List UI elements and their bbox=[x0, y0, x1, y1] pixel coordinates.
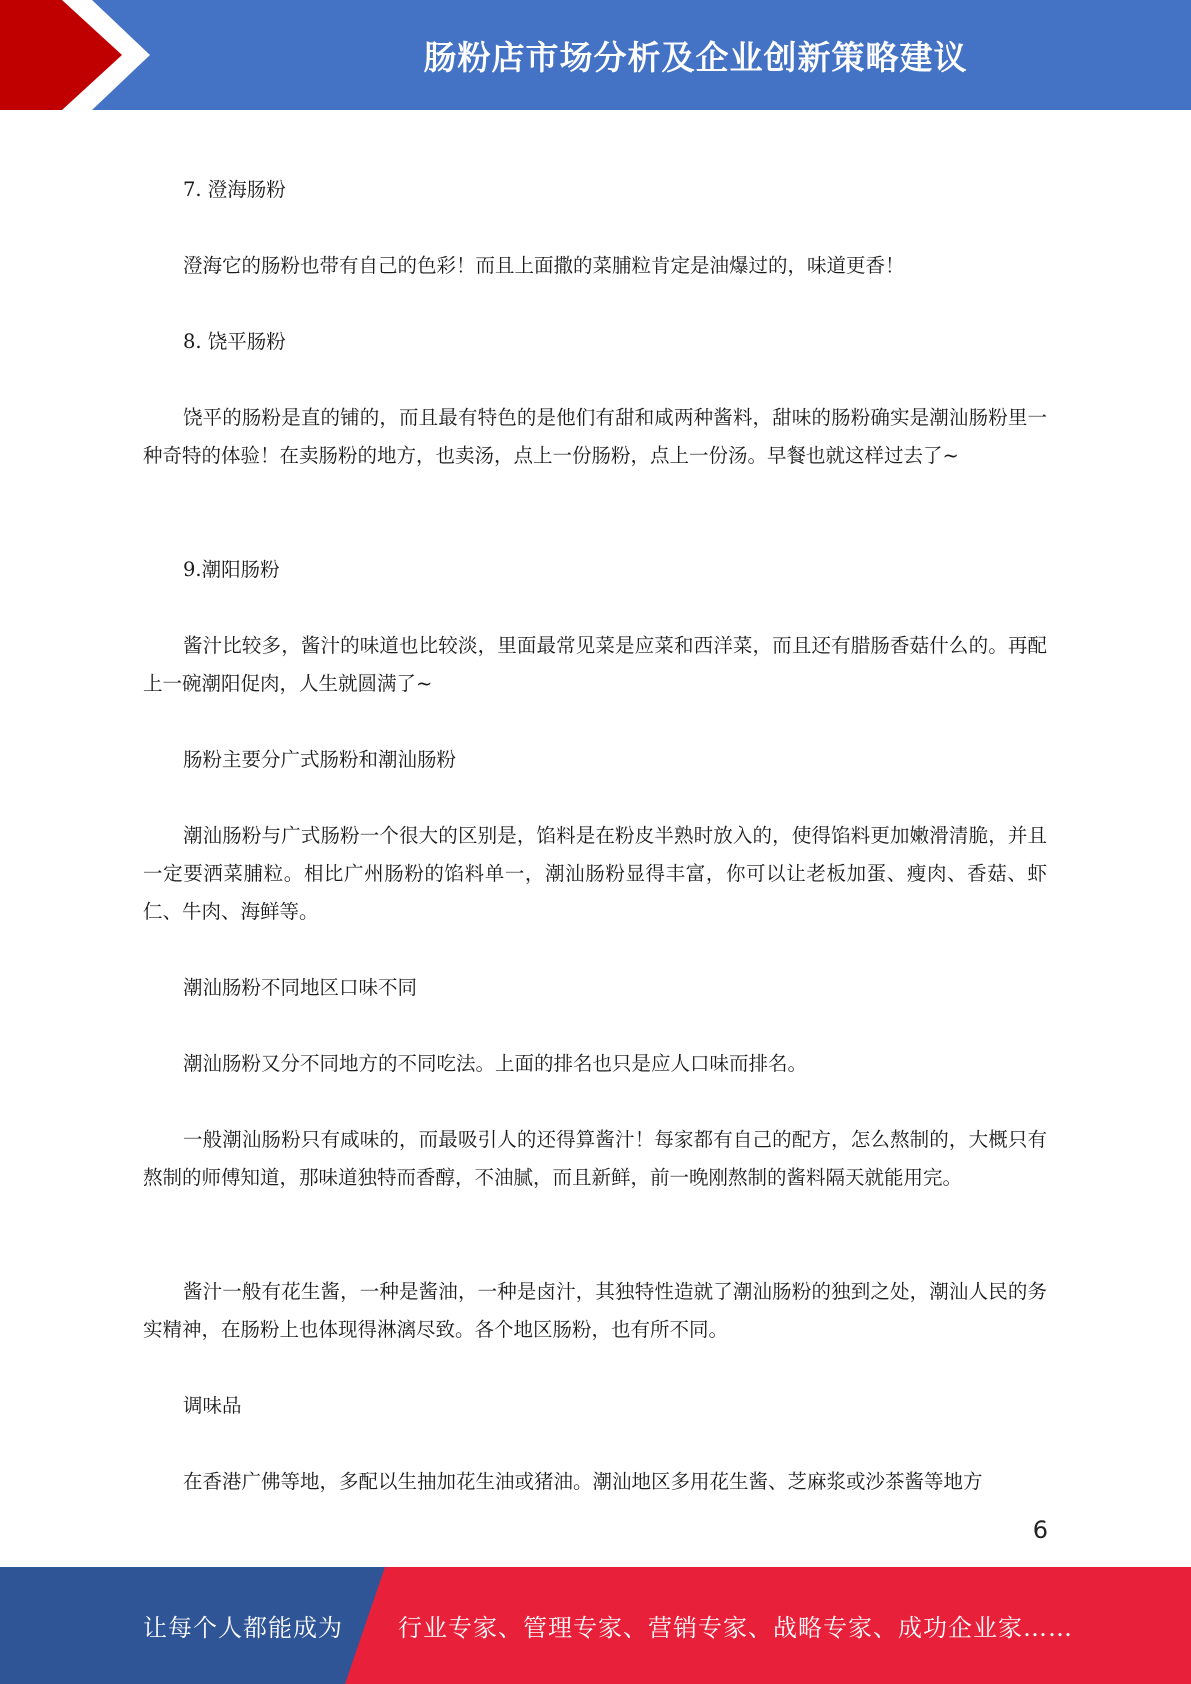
paragraph-sauce: 一般潮汕肠粉只有咸味的，而最吸引人的还得算酱汁！每家都有自己的配方，怎么熬制的，大概只有熬制的师傅知道，那味道独特而香醇，不油腻，而且新鲜，前一晚刚熬制的酱料隔天就能用完。 bbox=[143, 1128, 1047, 1189]
footer-banner bbox=[0, 1567, 1191, 1684]
heading-main-types: 肠粉主要分广式肠粉和潮汕肠粉 bbox=[183, 748, 457, 771]
paragraph-regional-taste: 潮汕肠粉又分不同地方的不同吃法。上面的排名也只是应人口味而排名。 bbox=[183, 1052, 808, 1075]
heading-chaoyang: 9.潮阳肠粉 bbox=[183, 558, 280, 581]
paragraph-raoping: 饶平的肠粉是直的铺的，而且最有特色的是他们有甜和咸两种酱料，甜味的肠粉确实是潮汕肠粉里一种奇特的体验！在卖肠粉的地方，也卖汤，点上一份肠粉，点上一份汤。早餐也就这样过去了~ bbox=[143, 406, 1047, 467]
page-number: 6 bbox=[1032, 1516, 1048, 1544]
heading-regional-taste: 潮汕肠粉不同地区口味不同 bbox=[183, 976, 418, 999]
heading-raoping: 8. 饶平肠粉 bbox=[183, 330, 286, 353]
paragraph-main-types: 潮汕肠粉与广式肠粉一个很大的区别是，馅料是在粉皮半熟时放入的，使得馅料更加嫩滑清脆，并且一定要洒菜脯粒。相比广州肠粉的馅料单一，潮汕肠粉显得丰富，你可以让老板加蛋、瘦肉、香菇、虾仁、牛肉、海鲜等。 bbox=[143, 824, 1047, 923]
heading-condiments: 调味品 bbox=[183, 1394, 242, 1417]
footer-slogan-left: 让每个人都能成为 bbox=[143, 1614, 343, 1642]
heading-chenghai: 7. 澄海肠粉 bbox=[183, 178, 286, 201]
paragraph-chaoyang: 酱汁比较多，酱汁的味道也比较淡，里面最常见菜是应菜和西洋菜，而且还有腊肠香菇什么的。再配上一碗潮阳促肉，人生就圆满了~ bbox=[143, 634, 1047, 695]
footer-slogan-right: 行业专家、管理专家、营销专家、战略专家、成功企业家…… bbox=[398, 1614, 1073, 1642]
document-title: 肠粉店市场分析及企业创新策略建议 bbox=[423, 37, 968, 77]
paragraph-condiments: 在香港广佛等地，多配以生抽加花生油或猪油。潮汕地区多用花生酱、芝麻浆或沙茶酱等地方 bbox=[183, 1470, 983, 1493]
paragraph-chenghai: 澄海它的肠粉也带有自己的色彩！而且上面撒的菜脯粒肯定是油爆过的，味道更香！ bbox=[183, 254, 905, 277]
chevron-arrow-icon bbox=[0, 0, 160, 110]
paragraph-sauce-types: 酱汁一般有花生酱，一种是酱油，一种是卤汁，其独特性造就了潮汕肠粉的独到之处，潮汕人民的务实精神，在肠粉上也体现得淋漓尽致。各个地区肠粉，也有所不同。 bbox=[143, 1280, 1047, 1341]
header-banner bbox=[0, 0, 1191, 110]
